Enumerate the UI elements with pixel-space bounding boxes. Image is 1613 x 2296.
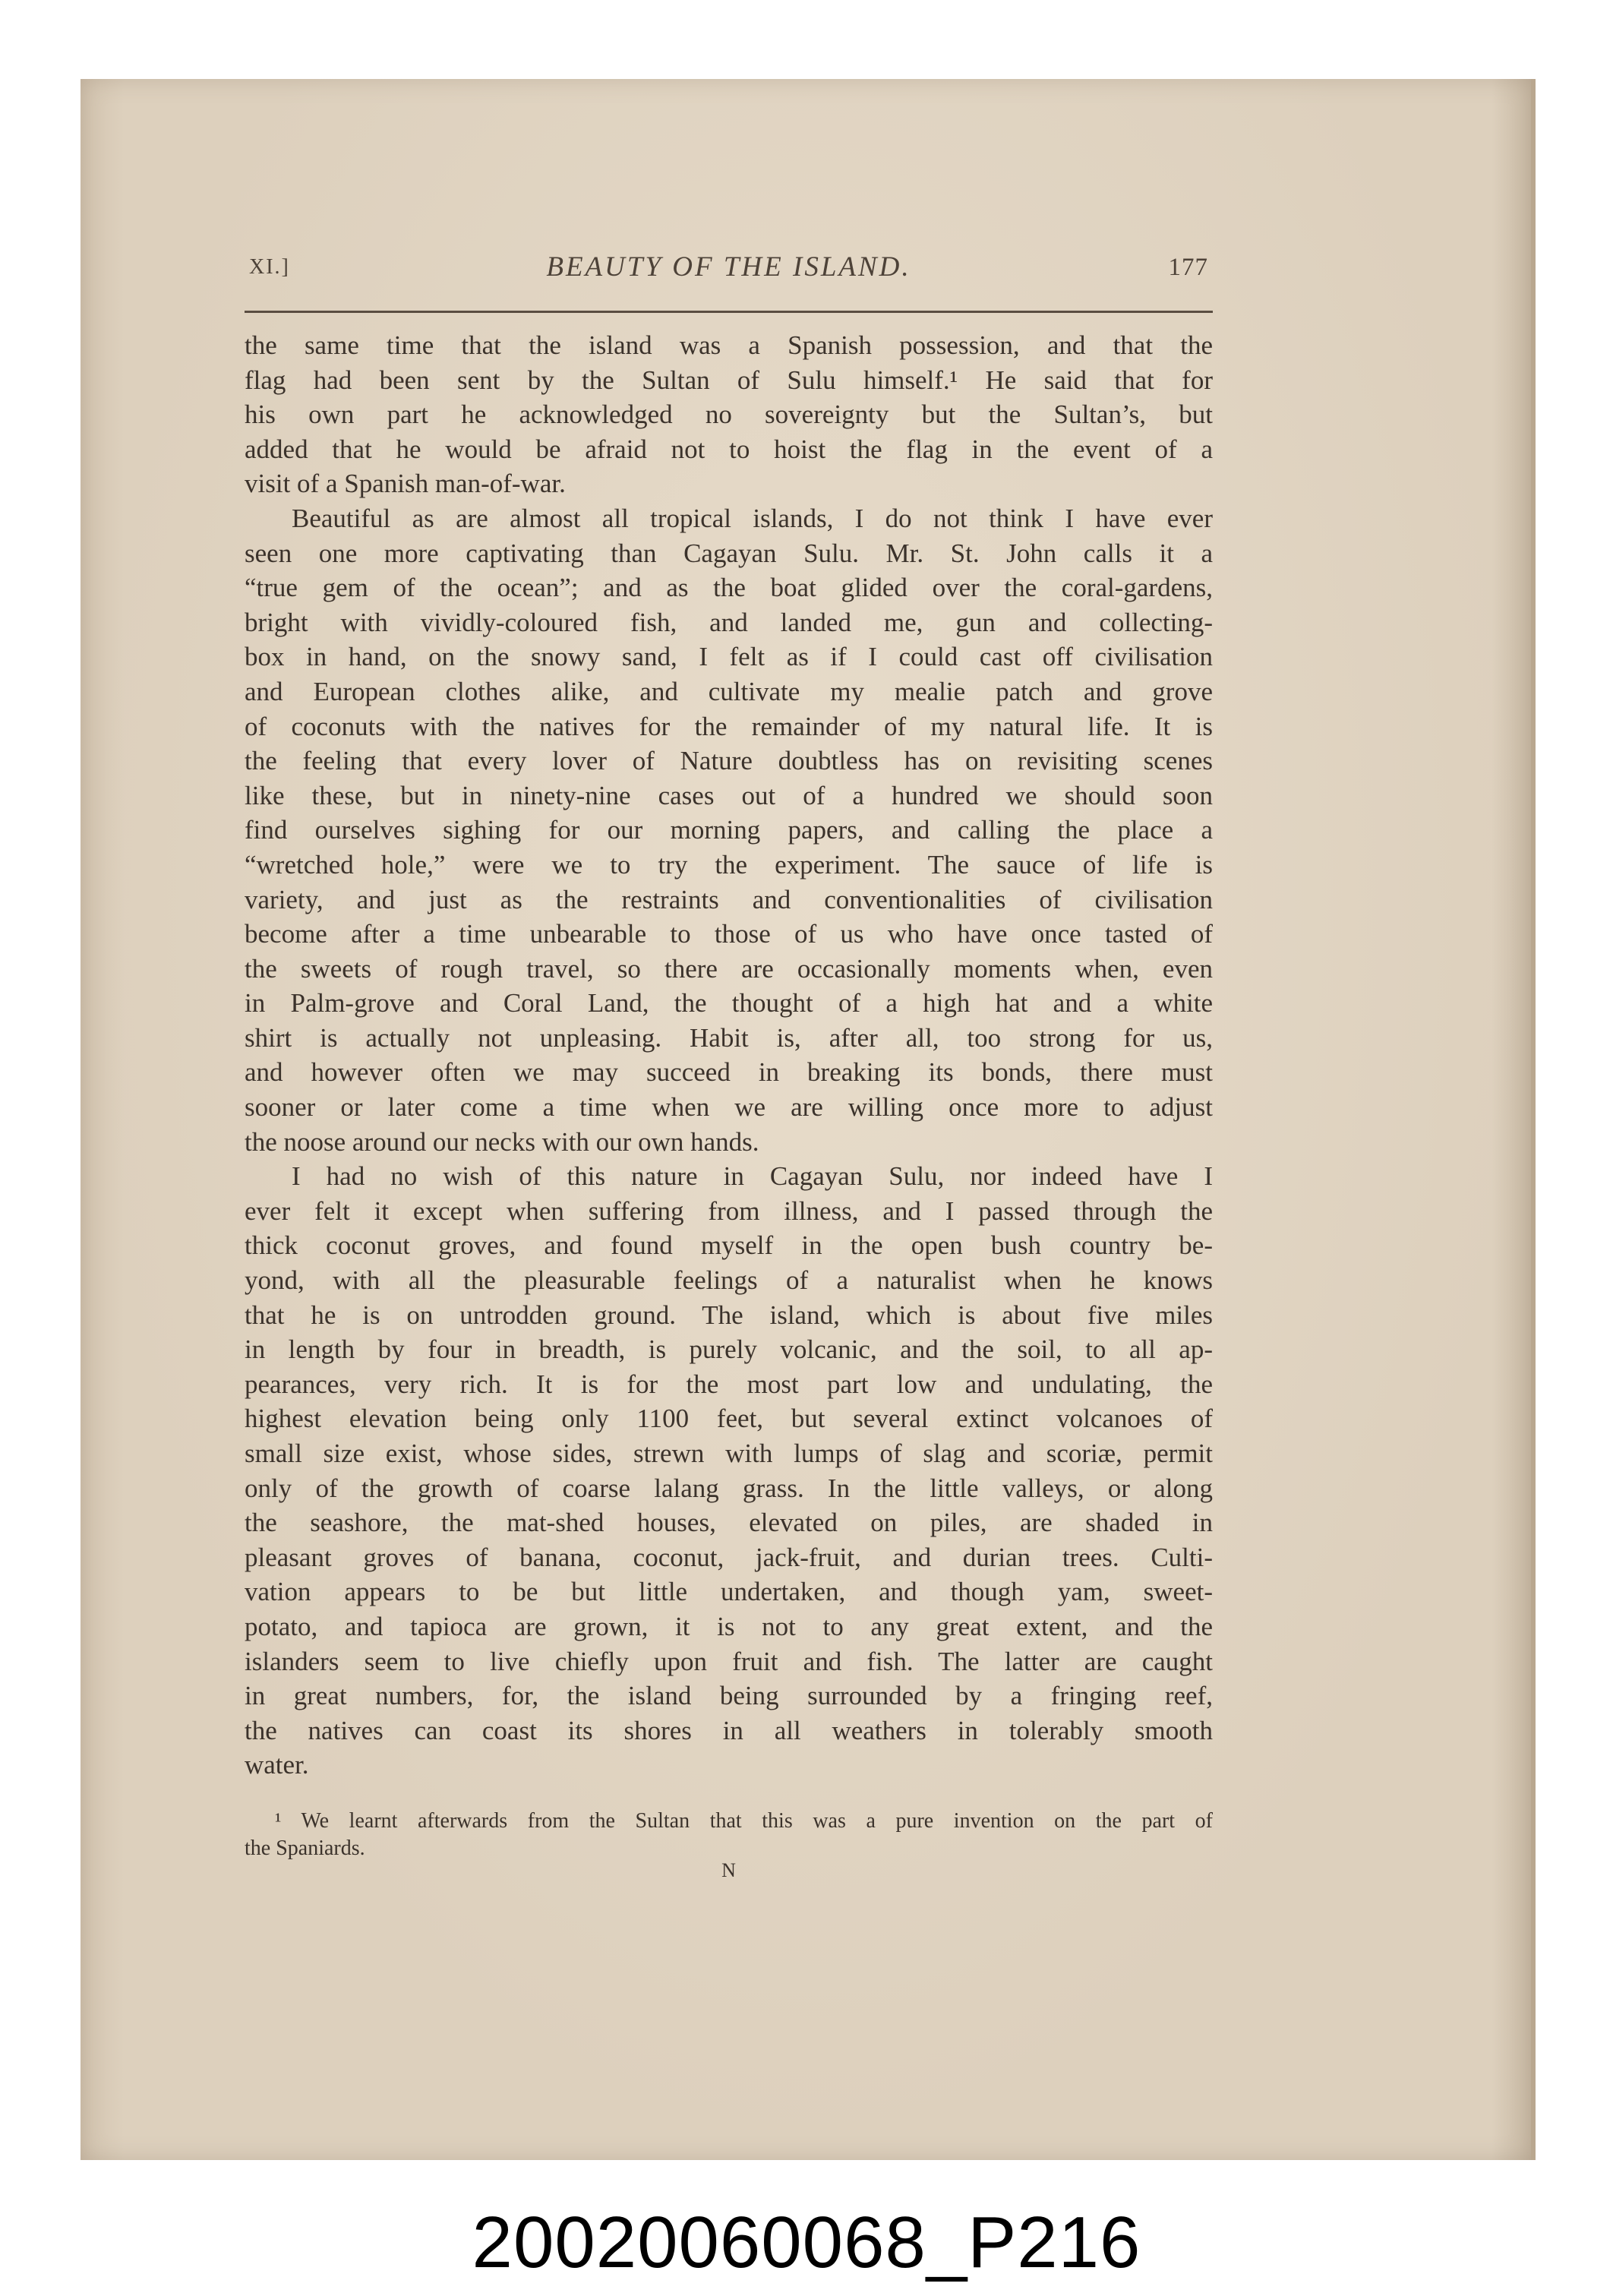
text-line: visit of a Spanish man-of-war. <box>245 469 566 499</box>
text-line: the same time that the island was a Spanish possession, and that the <box>245 330 1213 360</box>
text-line: like these, but in ninety-nine cases out of a hundred we should soon <box>245 780 1213 810</box>
text-line: only of the growth of coarse lalang grass. In the little valleys, or along <box>245 1473 1213 1503</box>
text-line: the sweets of rough travel, so there are occasionally moments when, even <box>245 953 1213 984</box>
text-line: water. <box>245 1750 309 1780</box>
catalog-id-label: 20020060068_P216 <box>472 2202 1141 2283</box>
text-line: ever felt it except when suffering from illness, and I passed through the <box>245 1195 1213 1226</box>
text-line: and however often we may succeed in breaking its bonds, there must <box>245 1057 1213 1088</box>
text-line: pearances, very rich. It is for the most part low and undulating, the <box>245 1369 1213 1399</box>
page-edge <box>1531 79 1536 2160</box>
text-line: the feeling that every lover of Nature doubtless has on revisiting scenes <box>245 746 1213 776</box>
text-line: seen one more captivating than Cagayan Sulu. Mr. St. John calls it a <box>245 538 1213 568</box>
text-line: islanders seem to live chiefly upon fruit and fish. The latter are caught <box>245 1646 1213 1676</box>
text-line: become after a time unbearable to those of us who have once tasted of <box>245 919 1213 949</box>
text-line: shirt is actually not unpleasing. Habit is, after all, too strong for us, <box>245 1022 1213 1053</box>
text-line: in length by four in breadth, is purely volcanic, and the soil, to all ap- <box>245 1334 1213 1365</box>
text-line: small size exist, whose sides, strewn with lumps of slag and scoriæ, permit <box>245 1439 1213 1468</box>
footnote-line: ¹ We learnt afterwards from the Sultan that this was a pure invention on the part of <box>275 1809 1213 1833</box>
text-line: “wretched hole,” were we to try the experiment. The sauce of life is <box>245 849 1213 880</box>
chapter-number: XI.] <box>249 255 290 279</box>
text-line: of coconuts with the natives for the remainder of my natural life. It is <box>245 711 1213 741</box>
text-line: the noose around our necks with our own hands. <box>245 1126 759 1157</box>
text-line: that he is on untrodden ground. The island, which is about five miles <box>245 1300 1213 1330</box>
text-line: pleasant groves of banana, coconut, jack-fruit, and durian trees. Culti- <box>245 1542 1213 1572</box>
text-line: potato, and tapioca are grown, it is not to any great extent, and the <box>245 1611 1213 1641</box>
page-number: 177 <box>1168 254 1208 281</box>
text-line: Beautiful as are almost all tropical islands, I do not think I have ever <box>292 503 1213 533</box>
text-line: highest elevation being only 1100 feet, but several extinct volcanoes of <box>245 1404 1213 1434</box>
text-line: I had no wish of this nature in Cagayan Sulu, nor indeed have I <box>292 1161 1213 1192</box>
text-line: and European clothes alike, and cultivate my mealie patch and grove <box>245 676 1213 706</box>
text-line: flag had been sent by the Sultan of Sulu himself.¹ He said that for <box>245 365 1213 395</box>
body-text <box>245 328 1213 1783</box>
text-line: the natives can coast its shores in all weathers in tolerably smooth <box>245 1715 1213 1745</box>
signature-mark: N <box>721 1859 736 1881</box>
text-line: bright with vividly-coloured fish, and landed me, gun and collecting- <box>245 607 1213 637</box>
text-line: find ourselves sighing for our morning papers, and calling the place a <box>245 815 1213 845</box>
text-line: variety, and just as the restraints and conventionalities of civilisation <box>245 884 1213 914</box>
text-line: in great numbers, for, the island being surrounded by a fringing reef, <box>245 1681 1213 1711</box>
text-line: “true gem of the ocean”; and as the boat glided over the coral-gardens, <box>245 573 1213 603</box>
footnote-line: the Spaniards. <box>245 1836 365 1860</box>
text-line: added that he would be afraid not to hoist the flag in the event of a <box>245 434 1213 464</box>
text-line: thick coconut groves, and found myself in the open bush country be- <box>245 1230 1213 1261</box>
text-line: yond, with all the pleasurable feelings of a naturalist when he knows <box>245 1265 1213 1296</box>
running-title: BEAUTY OF THE ISLAND. <box>546 251 911 283</box>
text-line: in Palm-grove and Coral Land, the thought of a high hat and a white <box>245 988 1213 1019</box>
header-rule <box>245 311 1213 313</box>
text-line: vation appears to be but little undertaken, and though yam, sweet- <box>245 1577 1213 1607</box>
text-line: the seashore, the mat-shed houses, elevated on piles, are shaded in <box>245 1508 1213 1538</box>
text-line: sooner or later come a time when we are willing once more to adjust <box>245 1092 1213 1123</box>
text-line: box in hand, on the snowy sand, I felt as if I could cast off civilisation <box>245 642 1213 672</box>
footnote <box>245 1808 1213 1862</box>
text-line: his own part he acknowledged no sovereignty but the Sultan’s, but <box>245 400 1213 430</box>
running-head <box>245 251 1213 289</box>
